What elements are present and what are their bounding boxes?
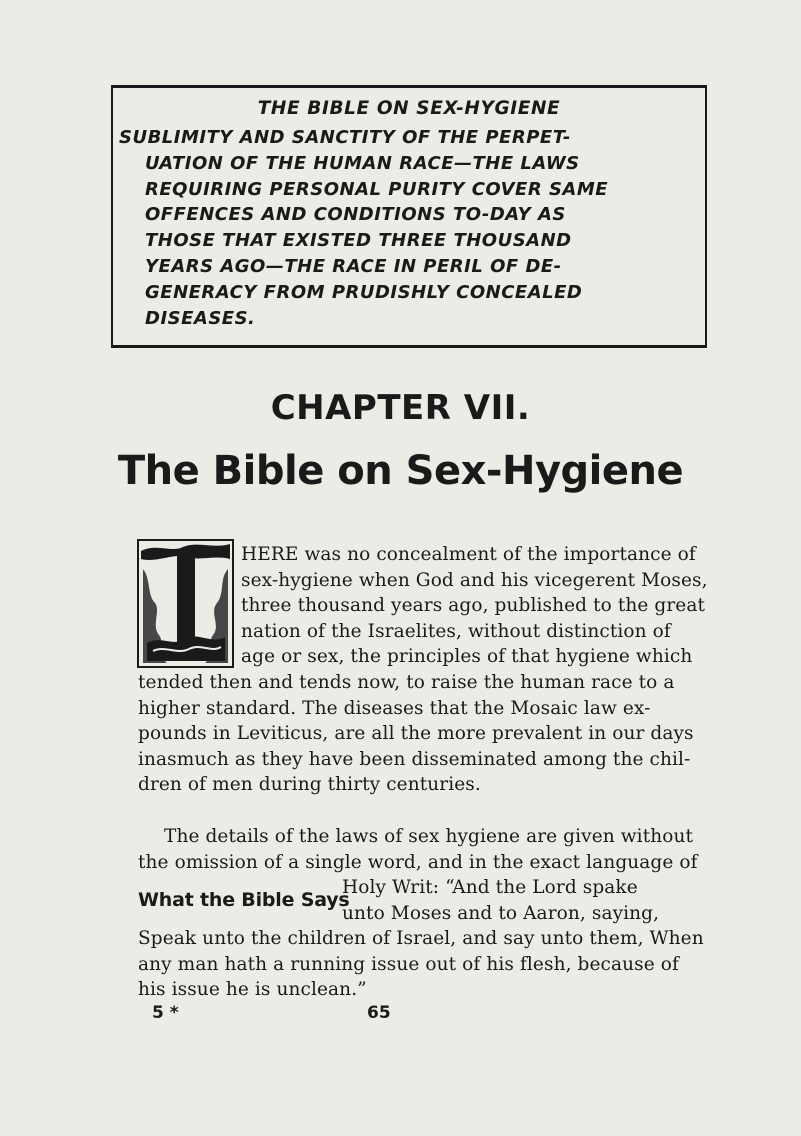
text-line: tended then and tends now, to raise the human race to a [138, 672, 675, 693]
summary-line: GENERACY FROM PRUDISHLY CONCEALED [145, 281, 583, 303]
text-line: inasmuch as they have been disseminated among the chil- [138, 748, 691, 770]
paragraph-second-continued [138, 926, 704, 1003]
paragraph-opening [241, 542, 708, 670]
text-line: unto Moses and to Aaron, saying, [342, 902, 660, 924]
text-line: the omission of a single word, and in the exact language of [138, 851, 698, 873]
summary-text [119, 125, 697, 331]
summary-line: REQUIRING PERSONAL PURITY COVER SAME [145, 178, 609, 200]
paragraph-second [138, 824, 698, 875]
text-line: pounds in Leviticus, are all the more prevalent in our days [138, 723, 694, 745]
chapter-number: CHAPTER VII. [270, 388, 531, 428]
text-line: sex-hygiene when God and his vicegerent Moses, [241, 569, 708, 591]
text-line: The details of the laws of sex hygiene are given without [164, 826, 694, 847]
text-line: Holy Writ: “And the Lord spake [342, 877, 638, 898]
chapter-summary-box [111, 85, 707, 348]
signature-mark: 5 * [152, 1003, 179, 1023]
paragraph-second-beside-note [342, 875, 659, 926]
text-line: higher standard. The diseases that the Mosaic law ex- [138, 697, 651, 719]
summary-line: THOSE THAT EXISTED THREE THOUSAND [145, 230, 572, 252]
summary-line: DISEASES. [145, 307, 256, 329]
text-line: Speak unto the children of Israel, and say unto them, When [138, 928, 704, 949]
paragraph-opening-continued [138, 670, 694, 798]
margin-sidenote: What the Bible Says [138, 889, 350, 911]
summary-line: UATION OF THE HUMAN RACE—THE LAWS [145, 152, 580, 174]
summary-line: OFFENCES AND CONDITIONS TO-DAY AS [145, 204, 566, 226]
chapter-title: The Bible on Sex-Hygiene [117, 448, 684, 494]
page-number: 65 [367, 1003, 391, 1023]
text-line: dren of men during thirty centuries. [138, 774, 481, 796]
summary-line: YEARS AGO—THE RACE IN PERIL OF DE- [145, 255, 562, 277]
summary-line: SUBLIMITY AND SANCTITY OF THE PERPET- [119, 127, 571, 148]
text-line: any man hath a running issue out of his flesh, because of [138, 953, 679, 975]
ornamental-initial-icon [137, 539, 234, 668]
text-line: his issue he is unclean.” [138, 979, 367, 1001]
text-line: age or sex, the principles of that hygiene which [241, 646, 693, 668]
text-line: nation of the Israelites, without distinction of [241, 620, 671, 642]
text-line: HERE was no concealment of the importance of [241, 544, 696, 565]
text-line: three thousand years ago, published to the great [241, 595, 705, 617]
summary-title: THE BIBLE ON SEX-HYGIENE [257, 98, 561, 119]
